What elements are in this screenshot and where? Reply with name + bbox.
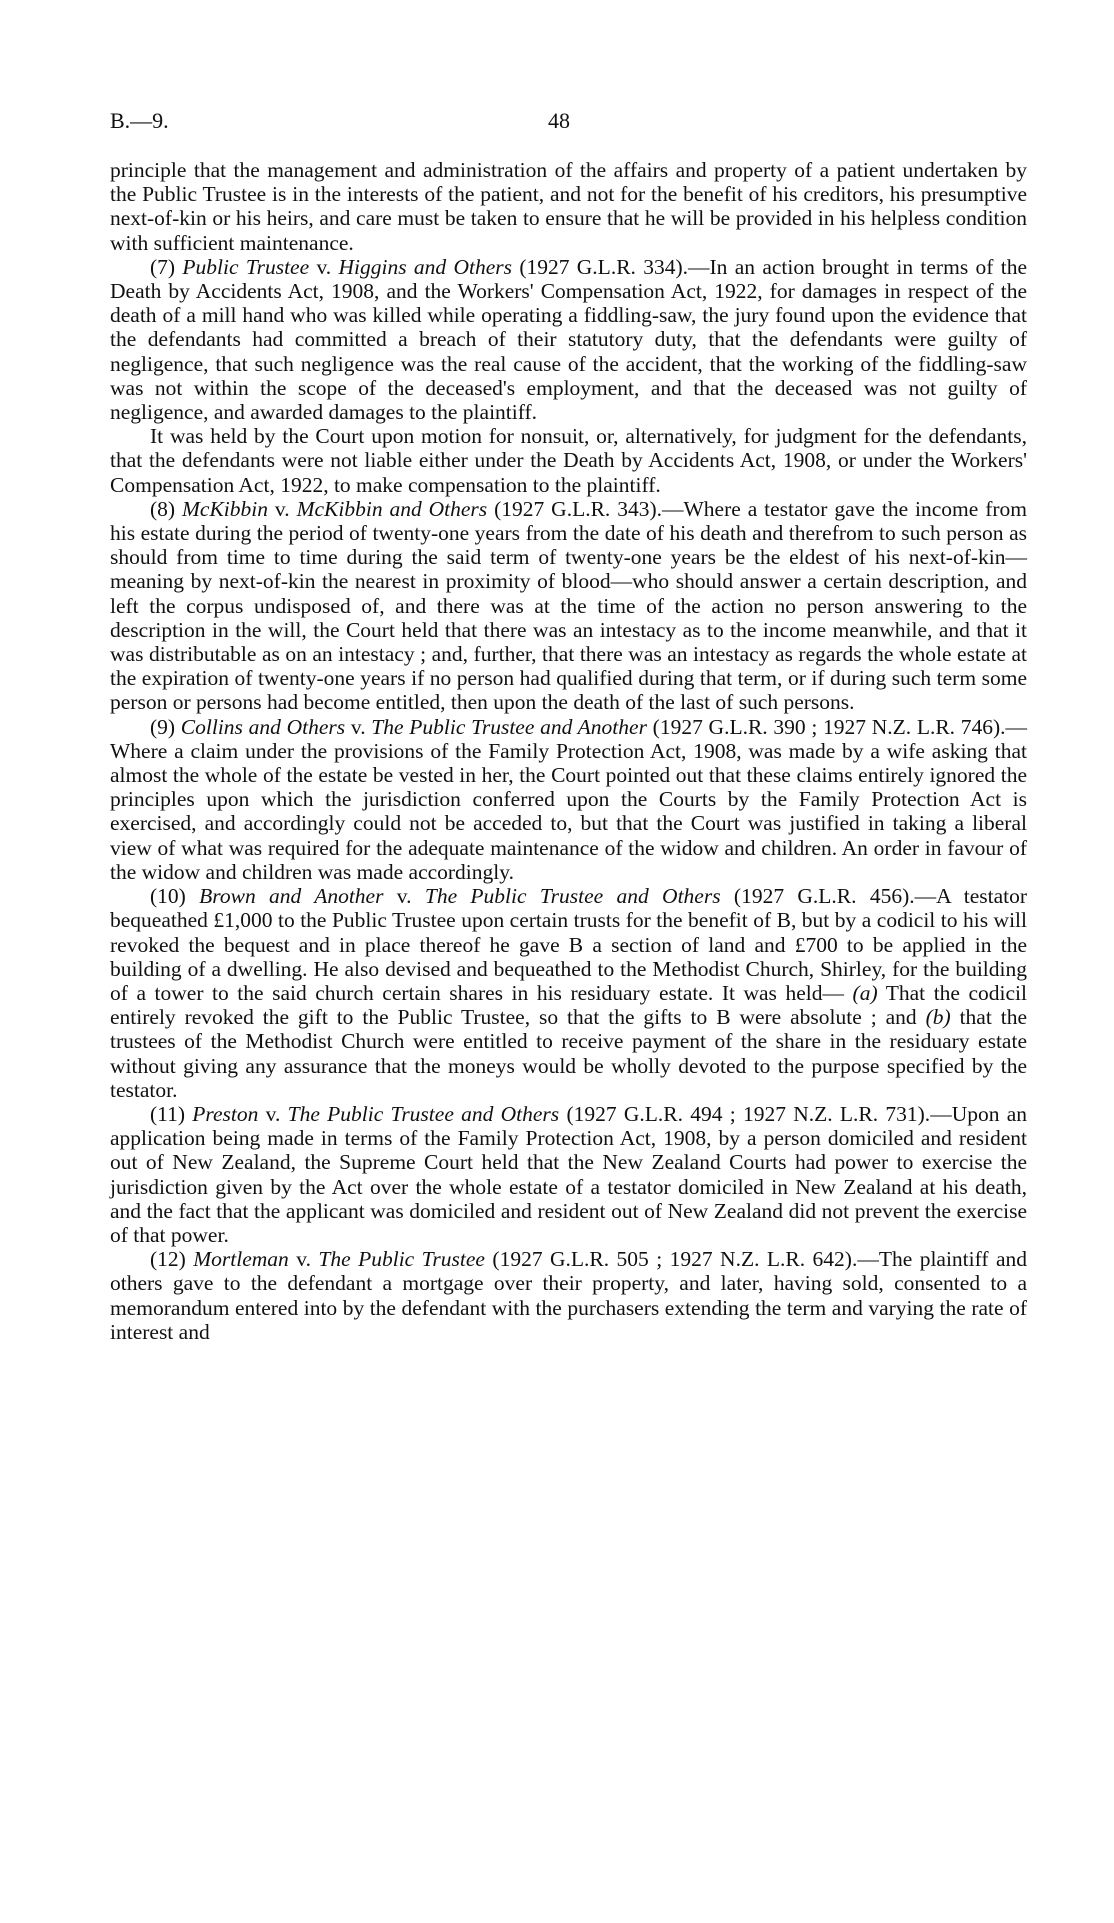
case-party-a: Public Trustee bbox=[182, 254, 310, 279]
case-number: (12) bbox=[150, 1247, 186, 1272]
clause-b-label: (b) bbox=[925, 1005, 951, 1030]
case-citation: (1927 G.L.R. 343). bbox=[494, 496, 662, 521]
case-text: —Where a testator gave the income from his estate during the period of twenty-one years from the date of his death and therefrom to such person as should from time to time during the said term of twenty-one years be the eldest of his next-of-kin—meaning by next-of-kin the nearest in proximity of blood—who should answer a certain description, and left the corpus undisposed of, and there was at the time of the action no person answering to the description in the will, the Court held that there was an intestacy as to the income meanwhile, and that it was distributable as on an intestacy ; and, further, that there was an intestacy as regards the whole estate at the expiration of twenty-one years if no person had qualified during that term, or if during such term some person or persons had become entitled, then upon the death of the last of such persons. bbox=[110, 496, 1028, 715]
case-text: —Where a claim under the provisions of the Family Protection Act, 1908, was made by a wife asking that almost the whole of the estate be vested in her, the Court pointed out that these claims entirely ignored the principles upon which the jurisdiction conferred upon the Courts by the Family Protection Act is exercised, and accordingly could not be acceded to, but that the Court was justified in taking a liberal view of what was required for the adequate maintenance of the widow and children. An order in favour of the widow and children was made accordingly. bbox=[110, 714, 1028, 884]
case-text: —In an action brought in terms of the Death by Accidents Act, 1908, and the Workers' Compensation Act, 1922, for damages in respect of the death of a mill hand who was killed while operating a fiddling-saw, the jury found upon the evidence that the defendants had committed a breach of their statutory duty, that the defendants were guilty of negligence, that such negligence was the real cause of the accident, that the working of the fiddling-saw was not within the scope of the deceased's employment, and that the deceased was not guilty of negligence, and awarded damages to the plaintiff. bbox=[110, 254, 1027, 425]
page-body bbox=[110, 158, 1027, 1344]
case-citation: (1927 G.L.R. 390 ; 1927 N.Z. L.R. 746). bbox=[652, 714, 1006, 739]
case-party-a: McKibbin bbox=[182, 496, 268, 521]
case-versus: v. bbox=[265, 1101, 281, 1126]
case-party-a: Preston bbox=[192, 1101, 259, 1126]
case-citation: (1927 G.L.R. 456). bbox=[733, 884, 915, 909]
paragraph-continuation bbox=[110, 158, 1027, 255]
case-entry-7 bbox=[110, 255, 1027, 424]
case-party-a: Mortleman bbox=[193, 1247, 289, 1272]
clause-a-label: (a) bbox=[852, 980, 878, 1005]
case-party-b: The Public Trustee and Another bbox=[371, 714, 647, 739]
case-party-b: The Public Trustee bbox=[318, 1247, 485, 1272]
page-header bbox=[110, 106, 1030, 136]
case-number: (7) bbox=[150, 254, 176, 279]
case-party-a: Collins and Others bbox=[180, 714, 346, 739]
case-party-a: Brown and Another bbox=[199, 884, 384, 909]
case-number: (11) bbox=[150, 1101, 186, 1126]
paragraph-holding bbox=[110, 424, 1027, 497]
case-text: —Upon an application being made in terms of the Family Protection Act, 1908, by a person domiciled and resident out of New Zealand, the Supreme Court held that the New Zealand Courts had power to exercise the jurisdiction given by the Act over the whole estate of a testator domiciled in New Zealand at his death, and the fact that the applicant was domiciled and resident out of New Zealand did not prevent the exercise of that power. bbox=[110, 1101, 1028, 1247]
clause-a-text: That the codicil entirely revoked the gift to the Public Trustee, so that the gifts to B were absolute ; and bbox=[110, 980, 1027, 1030]
document-reference: B.—9. bbox=[110, 108, 169, 133]
case-versus: v. bbox=[296, 1247, 311, 1272]
case-party-b: The Public Trustee and Others bbox=[287, 1101, 560, 1126]
case-number: (9) bbox=[150, 714, 176, 739]
case-entry-11 bbox=[110, 1102, 1027, 1247]
case-versus: v. bbox=[274, 496, 290, 521]
case-number: (10) bbox=[150, 884, 186, 909]
case-party-b: McKibbin and Others bbox=[296, 496, 488, 521]
case-party-b: Higgins and Others bbox=[338, 254, 512, 279]
case-text: —The plaintiff and others gave to the defendant a mortgage over their property, and later, having sold, consented to a memorandum entered into by the defendant with the purchasers extending the term and varying the rate of interest and bbox=[110, 1247, 1028, 1344]
case-party-b: The Public Trustee and Others bbox=[424, 884, 721, 909]
case-entry-10 bbox=[110, 884, 1027, 1102]
paragraph-text: principle that the management and administration of the affairs and property of a patient undertaken by the Public Trustee is in the interests of the patient, and not for the benefit of his creditors, his presumptive next-of-kin or his heirs, and care must be taken to ensure that he will be provided in his helpless condition with sufficient maintenance. bbox=[110, 158, 1027, 255]
paragraph-text: It was held by the Court upon motion for nonsuit, or, alternatively, for judgment for the defendants, that the defendants were not liable either under the Death by Accidents Act, 1908, or under the Workers' Compensation Act, 1922, to make compensation to the plaintiff. bbox=[110, 424, 1027, 497]
case-number: (8) bbox=[150, 496, 176, 521]
case-versus: v. bbox=[316, 254, 332, 279]
case-entry-9 bbox=[110, 715, 1027, 884]
case-versus: v. bbox=[350, 714, 366, 739]
case-citation: (1927 G.L.R. 494 ; 1927 N.Z. L.R. 731). bbox=[566, 1101, 931, 1126]
case-citation: (1927 G.L.R. 334). bbox=[519, 254, 689, 279]
case-text: —A testator bequeathed £1,000 to the Public Trustee upon certain trusts for the benefit of B, but by a codicil to his will revoked the bequest and in place thereof he gave B a section of land and £700 to be applied in the building of a dwelling. He also devised and bequeathed to the Methodist Church, Shirley, for the building of a tower to the said church certain shares in his residuary estate. It was held— bbox=[110, 884, 1028, 1005]
case-versus: v. bbox=[396, 884, 412, 909]
clause-b-text: that the trustees of the Methodist Church were entitled to receive payment of the share in the residuary estate without giving any assurance that the moneys would be wholly devoted to the purpose specified by the testator. bbox=[110, 1005, 1028, 1102]
case-citation: (1927 G.L.R. 505 ; 1927 N.Z. L.R. 642). bbox=[492, 1247, 858, 1272]
case-entry-8 bbox=[110, 497, 1027, 715]
case-entry-12 bbox=[110, 1247, 1027, 1344]
page-number: 48 bbox=[548, 108, 570, 133]
